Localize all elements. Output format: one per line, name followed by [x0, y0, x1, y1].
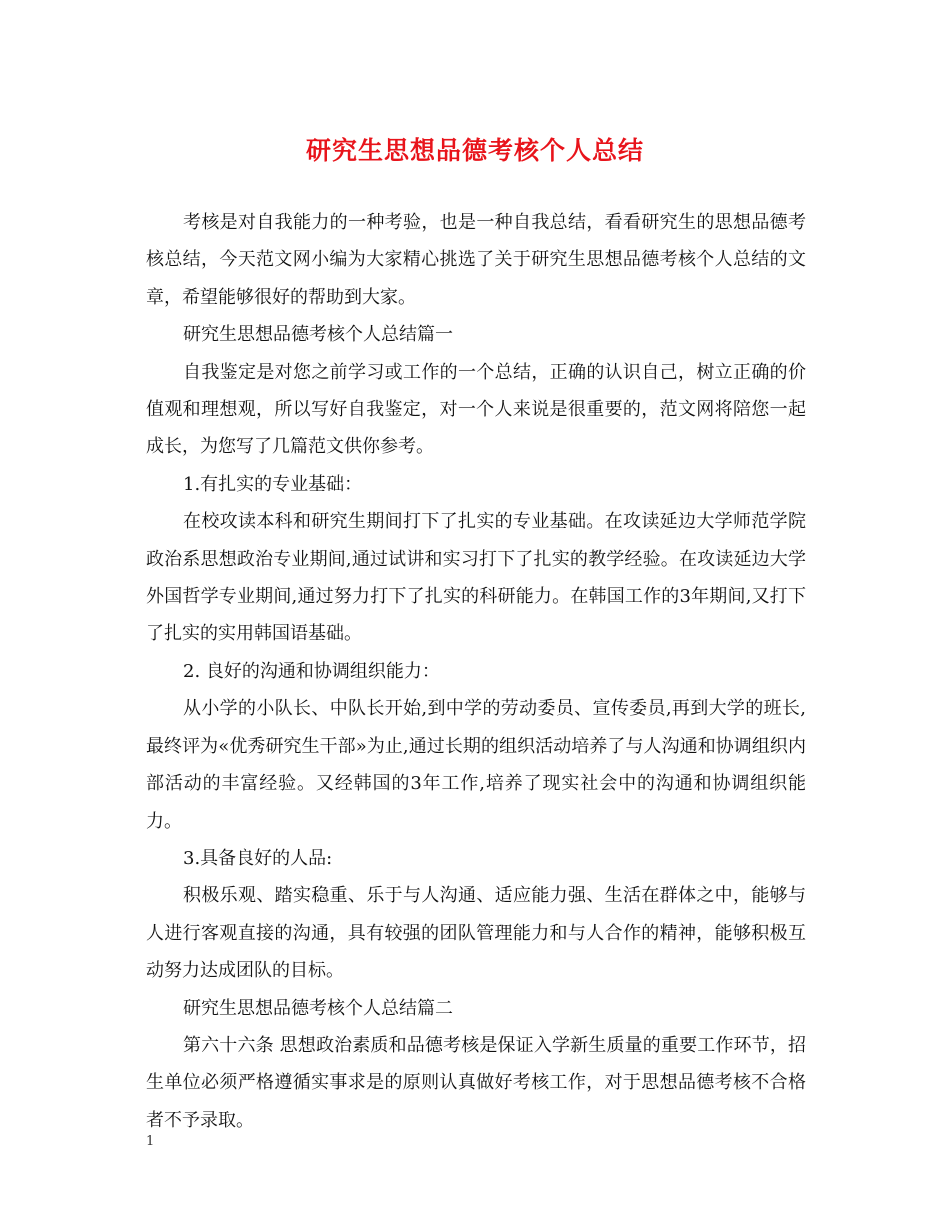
- paragraph-professional-foundation: 在校攻读本科和研究生期间打下了扎实的专业基础。在攻读延边大学师范学院政治系思想政治专业期间,通过试讲和实习打下了扎实的教学经验。在攻读延边大学外国哲学专业期间,通过努力打下了扎实的科研能力。在韩国工作的3年期间,又打下了扎实的实用韩国语基础。: [146, 511, 806, 645]
- paragraph-character: 积极乐观、踏实稳重、乐于与人沟通、适应能力强、生活在群体之中，能够与人进行客观直接的沟通，具有较强的团队管理能力和与人合作的精神，能够积极互动努力达成团队的目标。: [146, 885, 806, 982]
- document-title: 研究生思想品德考核个人总结: [305, 136, 644, 165]
- section-heading-2: 研究生思想品德考核个人总结篇二: [183, 997, 453, 1019]
- paragraph-intro: 考核是对自我能力的一种考验，也是一种自我总结，看看研究生的思想品德考核总结，今天范文网小编为大家精心挑选了关于研究生思想品德考核个人总结的文章，希望能够很好的帮助到大家。: [146, 212, 806, 308]
- document-body: [146, 204, 806, 1139]
- section-heading-1: 研究生思想品德考核个人总结篇一: [183, 324, 453, 346]
- list-item-heading-2: 2. 良好的沟通和协调组织能力：: [183, 660, 440, 682]
- list-item-heading-1: 1.有扎实的专业基础：: [183, 473, 363, 495]
- paragraph-communication: 从小学的小队长、中队长开始,到中学的劳动委员、宣传委员,再到大学的班长,最终评为«优秀研究生干部»为止,通过长期的组织活动培养了与人沟通和协调组织内部活动的丰富经验。又经韩国的3年工作,培养了现实社会中的沟通和协调组织能力。: [146, 698, 806, 832]
- list-item-heading-3: 3.具备良好的人品:: [183, 847, 333, 869]
- page-number: 1: [146, 1134, 155, 1149]
- paragraph-article-66: 第六十六条 思想政治素质和品德考核是保证入学新生质量的重要工作环节，招生单位必须严格遵循实事求是的原则认真做好考核工作，对于思想品德考核不合格者不予录取。: [146, 1034, 806, 1131]
- paragraph-self-assessment: 自我鉴定是对您之前学习或工作的一个总结，正确的认识自己，树立正确的价值观和理想观，所以写好自我鉴定，对一个人来说是很重要的，范文网将陪您一起成长，为您写了几篇范文供你参考。: [146, 361, 806, 458]
